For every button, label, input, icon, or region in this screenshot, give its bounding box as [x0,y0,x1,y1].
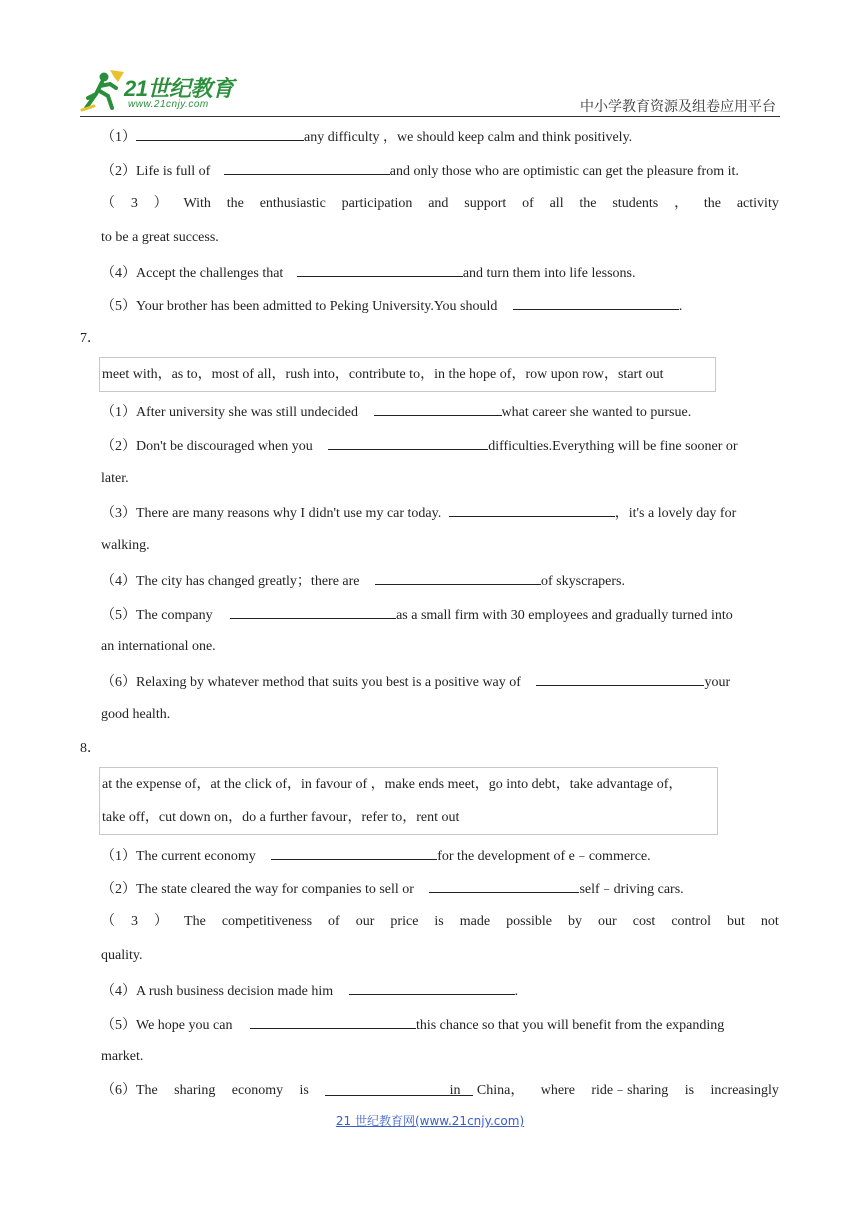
q7-item-6-continued: good health. [101,707,171,722]
answer-blank[interactable] [375,570,541,585]
answer-blank[interactable] [230,604,396,619]
word-bank-8: at the expense of，at the click of，in favour of ，make ends meet，go into debt，take advantage of， take off，cut down on，do a further favour，refer to，rent out [99,767,718,835]
q7-item-6: （6）Relaxing by whatever method that suits you best is a positive way of your [101,671,779,693]
q6-item-3: （ 3 ） With the enthusiastic participation and support of all the students ， the activity [101,196,779,211]
answer-blank[interactable] [449,502,615,517]
answer-blank[interactable] [136,126,304,141]
q8-item-5: （5）We hope you can this chance so that you will benefit from the expanding [101,1014,779,1036]
header-divider [80,116,780,117]
q7-item-3: （3）There are many reasons why I didn't use my car today. ，it's a lovely day for [101,502,779,524]
q8-item-5-continued: market. [101,1049,144,1064]
runner-icon [80,68,126,114]
q7-item-4: （4）The city has changed greatly；there are of skyscrapers. [101,570,779,592]
answer-blank[interactable] [328,435,488,450]
answer-blank[interactable] [250,1014,416,1029]
answer-blank[interactable] [224,160,390,175]
question-number-7: 7． [80,331,101,346]
answer-blank[interactable] [536,671,704,686]
q8-item-4: （4）A rush business decision made him . [101,980,779,1002]
q6-item-3-continued: to be a great success. [101,230,219,245]
q7-item-2-continued: later. [101,471,129,486]
q8-item-2: （2）The state cleared the way for companies to sell or self﹣driving cars. [101,878,779,900]
q7-item-5: （5）The company as a small firm with 30 employees and gradually turned into [101,604,779,626]
q8-item-3: （ 3 ） The competitiveness of our price is made possible by our cost control but not [101,914,779,929]
footer-link[interactable]: 21 世纪教育网(www.21cnjy.com) [335,1114,525,1128]
answer-blank[interactable] [429,878,579,893]
answer-blank[interactable] [349,980,515,995]
q6-item-1: （1） any difficulty ，we should keep calm and think positively. [101,126,779,148]
answer-blank[interactable] [297,262,463,277]
q6-item-4: （4）Accept the challenges that and turn them into life lessons. [101,262,779,284]
q8-item-1: （1）The current economy for the development of e﹣commerce. [101,845,779,867]
answer-blank[interactable] [271,845,437,860]
question-number-8: 8． [80,741,101,756]
q7-item-2: （2）Don't be discouraged when you difficulties.Everything will be fine sooner or [101,435,779,457]
q7-item-5-continued: an international one. [101,639,216,654]
q8-item-6: （6）The sharing economy is in China， where ride﹣sharing is increasingly [101,1083,779,1098]
q6-item-2: （2）Life is full of and only those who are optimistic can get the pleasure from it. [101,160,779,182]
q7-item-1: （1）After university she was still undecided what career she wanted to pursue. [101,401,779,423]
q6-item-5: （5）Your brother has been admitted to Peking University.You should . [101,295,779,317]
word-bank-7: meet with，as to，most of all，rush into，contribute to，in the hope of，row upon row，start out [99,357,716,392]
brand-logo [80,68,250,116]
brand-url: www.21cnjy.com [128,99,209,110]
answer-blank[interactable] [513,295,679,310]
q8-item-3-continued: quality. [101,948,143,963]
platform-title: 中小学教育资源及组卷应用平台 [580,99,776,115]
answer-blank[interactable] [374,401,502,416]
q7-item-3-continued: walking. [101,538,150,553]
brand-name: 21世纪教育 [124,76,234,101]
page-header [80,66,780,118]
